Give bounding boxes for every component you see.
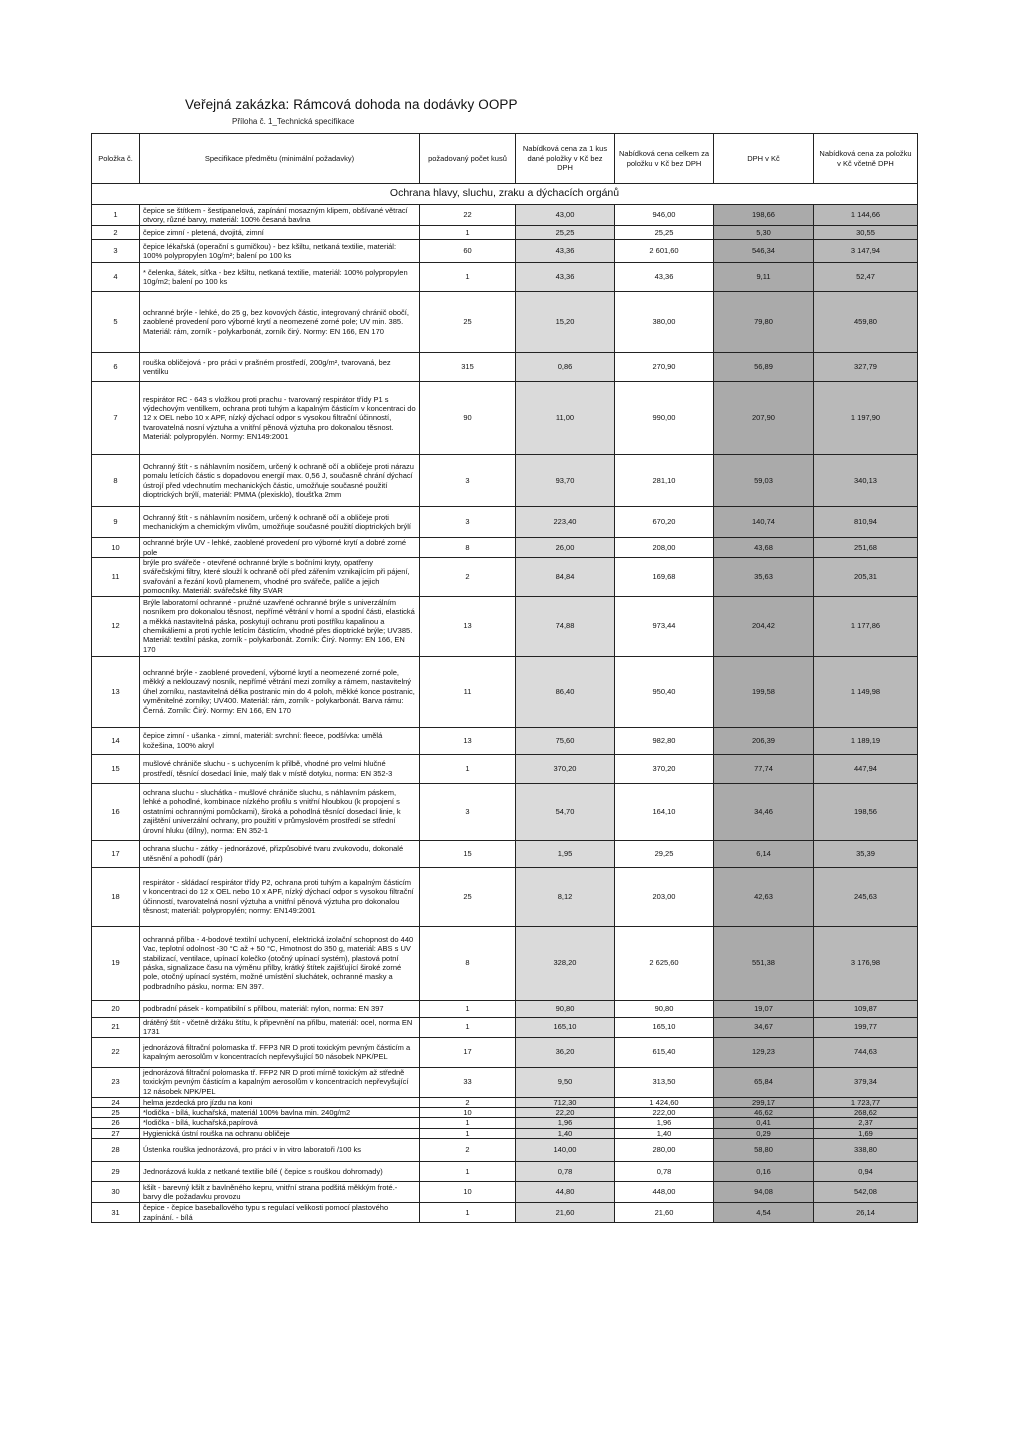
cell-description: ochranné brýle - lehké, do 25 g, bez kovových částic, integrovaný chránič obočí, zaoblené provedení poro výborné krytí a neomezené zorné pole; UV min. 385. Materiál: rám, zorník - polykarbonát, zorník čirý. Normy: EN 166, EN 170 [140,292,420,353]
cell-total-with-vat: 3 147,94 [814,240,918,263]
header-item-number: Položka č. [92,134,140,184]
cell-total-with-vat: 268,62 [814,1107,918,1117]
cell-item-number: 1 [92,205,140,226]
cell-total-with-vat: 2,37 [814,1118,918,1128]
cell-total-price: 43,36 [615,263,714,292]
cell-description: Hygienická ústní rouška na ochranu obličeje [140,1128,420,1138]
table-header-row [92,134,918,184]
table-row [92,754,918,783]
specification-table [91,133,918,1223]
cell-unit-price: 328,20 [516,926,615,1000]
page-title: Veřejná zakázka: Rámcová dohoda na dodávky OOPP [185,97,518,112]
cell-description: rouška obličejová - pro práci v prašném prostředí, 200g/m², tvarovaná, bez ventilku [140,353,420,382]
header-total-price: Nabídková cena celkem za položku v Kč bez DPH [615,134,714,184]
cell-quantity: 1 [420,1128,516,1138]
table-row [92,840,918,867]
cell-total-with-vat: 0,94 [814,1162,918,1182]
cell-total-with-vat: 205,31 [814,558,918,597]
cell-description: Brýle laboratorní ochranné - pružné uzavřené ochranné brýle s univerzálním nosníkem pro dokonalou těsnost, nepřímé větrání v horní a spodní části, elastická a měkká nastavitelná páska, poskytují ochranu proti postříku kapalinou a chemikáliemi a proti rychle letícím částicím, vhodné přes dioptrické brýle; UV385. Materiál: textilní páska, zorník - polykarbonát. Zorník: Čirý. Normy: EN 166, EN 170 [140,596,420,656]
table-row [92,205,918,226]
cell-unit-price: 712,30 [516,1097,615,1107]
table-row [92,656,918,727]
cell-unit-price: 43,00 [516,205,615,226]
table-row [92,558,918,597]
cell-unit-price: 9,50 [516,1067,615,1097]
cell-total-price: 950,40 [615,656,714,727]
cell-unit-price: 75,60 [516,727,615,754]
cell-quantity: 1 [420,1203,516,1223]
cell-item-number: 23 [92,1067,140,1097]
cell-item-number: 9 [92,507,140,538]
cell-description: čepice zimní - pletená, dvojitá, zimní [140,226,420,240]
specification-table-container [91,133,917,1223]
cell-quantity: 13 [420,727,516,754]
cell-unit-price: 1,95 [516,840,615,867]
table-row [92,1139,918,1162]
cell-unit-price: 74,88 [516,596,615,656]
cell-item-number: 8 [92,455,140,507]
cell-description: čepice - čepice baseballového typu s regulací velikosti pomocí plastového zapínání. - bílá [140,1203,420,1223]
cell-vat: 551,38 [714,926,814,1000]
cell-vat: 42,63 [714,867,814,926]
cell-quantity: 10 [420,1182,516,1203]
cell-total-with-vat: 30,55 [814,226,918,240]
table-row [92,1118,918,1128]
table-row [92,1097,918,1107]
cell-item-number: 2 [92,226,140,240]
cell-total-with-vat: 3 176,98 [814,926,918,1000]
cell-unit-price: 90,80 [516,1000,615,1017]
cell-unit-price: 0,78 [516,1162,615,1182]
cell-total-with-vat: 35,39 [814,840,918,867]
table-row [92,240,918,263]
cell-total-price: 270,90 [615,353,714,382]
cell-vat: 77,74 [714,754,814,783]
cell-description: Jednorázová kukla z netkané textilie bílé ( čepice s rouškou dohromady) [140,1162,420,1182]
page-subtitle: Příloha č. 1_Technická specifikace [232,117,355,126]
table-row [92,538,918,558]
cell-total-price: 208,00 [615,538,714,558]
cell-total-price: 280,00 [615,1139,714,1162]
cell-total-price: 990,00 [615,382,714,455]
cell-item-number: 14 [92,727,140,754]
cell-unit-price: 11,00 [516,382,615,455]
cell-total-with-vat: 459,80 [814,292,918,353]
section-title: Ochrana hlavy, sluchu, zraku a dýchacích orgánů [92,184,918,205]
cell-description: ochrana sluchu - sluchátka - mušlové chrániče sluchu, s náhlavním páskem, lehké a pohodlné, kombinace nízkého profilu s vnitřní hloubkou (k propojení s ostatními ochrannými pomůckami), široká a pohodlná těsnící dosedací linie, k zajištění univerzální ochrany, pro použití v průmyslovém prostředí se střední úrovní hluku (dílny), norma: EN 352-1 [140,783,420,840]
cell-item-number: 11 [92,558,140,597]
cell-vat: 43,68 [714,538,814,558]
cell-total-price: 982,80 [615,727,714,754]
cell-vat: 0,16 [714,1162,814,1182]
cell-quantity: 2 [420,1097,516,1107]
cell-quantity: 90 [420,382,516,455]
cell-vat: 546,34 [714,240,814,263]
cell-unit-price: 43,36 [516,263,615,292]
cell-total-price: 946,00 [615,205,714,226]
cell-total-with-vat: 1 149,98 [814,656,918,727]
cell-item-number: 20 [92,1000,140,1017]
cell-vat: 0,41 [714,1118,814,1128]
cell-unit-price: 165,10 [516,1017,615,1037]
cell-total-price: 448,00 [615,1182,714,1203]
cell-total-with-vat: 1 197,90 [814,382,918,455]
cell-unit-price: 140,00 [516,1139,615,1162]
cell-total-with-vat: 542,08 [814,1182,918,1203]
cell-unit-price: 84,84 [516,558,615,597]
cell-vat: 9,11 [714,263,814,292]
cell-description: respirátor RC - 643 s vložkou proti prachu - tvarovaný respirátor třídy P1 s výdechovým ventilkem, ochrana proti tuhým a kapalným částicím v koncentraci do 12 x OEL nebo 10 x APF, nízký dýchací odpor s vysokou filtrační účinností, tvarovatelná nosní výztuha a vnitřní pěnová výztuha pro dokonalou těsnost. Materiál: polypropylén. Normy: EN149:2001 [140,382,420,455]
cell-quantity: 10 [420,1107,516,1117]
table-row [92,226,918,240]
table-row [92,1162,918,1182]
cell-vat: 59,03 [714,455,814,507]
cell-quantity: 3 [420,455,516,507]
cell-description: ochrana sluchu - zátky - jednorázové, přizpůsobivé tvaru zvukovodu, dokonalé utěsnění a pohodlí (pár) [140,840,420,867]
table-row [92,1037,918,1067]
cell-total-price: 1,40 [615,1128,714,1138]
cell-description: *lodička - bílá, kuchařská,papírová [140,1118,420,1128]
cell-vat: 204,42 [714,596,814,656]
cell-unit-price: 370,20 [516,754,615,783]
cell-vat: 94,08 [714,1182,814,1203]
cell-description: * čelenka, šátek, síťka - bez kšiltu, netkaná textilie, materiál: 100% polypropylen 10g/m2; balení po 100 ks [140,263,420,292]
cell-quantity: 22 [420,205,516,226]
cell-vat: 46,62 [714,1107,814,1117]
table-row [92,507,918,538]
cell-description: respirátor - skládací respirátor třídy P2, ochrana proti tuhým a kapalným částicím v koncentraci do 12 x OEL nebo 10 x APF, nízký dýchací odpor s vysokou filtrační účinností, tvarovatelná nosní výztuha a vnitřní pěnová výztuha pro dokonalou těsnost; materiál: polypropylén; normy: EN149:2001 [140,867,420,926]
cell-description: brýle pro svářeče - otevřené ochranné brýle s bočními kryty, opatřeny svářečskými filtry, které slouží k ochraně očí před zářením vznikajícím při pájení, svařování a řezání kovů plamenem, vhodné pro svářeče, palíče a jejich pomocníky. Materiál: svářečské filty SVAR [140,558,420,597]
cell-vat: 34,67 [714,1017,814,1037]
cell-total-with-vat: 199,77 [814,1017,918,1037]
cell-total-price: 973,44 [615,596,714,656]
cell-quantity: 1 [420,1000,516,1017]
cell-description: jednorázová filtrační polomaska tř. FFP2 NR D proti mírně toxickým až středně toxickým pevným částicím a kapalným aerosolům v koncentracích nepřevyšující 12 násobek NPK/PEL [140,1067,420,1097]
cell-item-number: 10 [92,538,140,558]
cell-quantity: 2 [420,1139,516,1162]
cell-quantity: 8 [420,926,516,1000]
cell-total-price: 2 625,60 [615,926,714,1000]
cell-unit-price: 25,25 [516,226,615,240]
cell-quantity: 33 [420,1067,516,1097]
cell-total-price: 29,25 [615,840,714,867]
cell-total-price: 1 424,60 [615,1097,714,1107]
table-row [92,382,918,455]
cell-total-with-vat: 198,56 [814,783,918,840]
cell-total-price: 164,10 [615,783,714,840]
cell-unit-price: 36,20 [516,1037,615,1067]
cell-item-number: 13 [92,656,140,727]
cell-total-with-vat: 52,47 [814,263,918,292]
table-row [92,1000,918,1017]
section-row [92,184,918,205]
cell-description: Ochranný štít - s náhlavním nosičem, určený k ochraně očí a obličeje proti nárazu pomalu letících částic s dopadovou energií max. 0,56 J, současně chrání dýchací ústrojí před vdechnutím mechanických částic, umožňuje současné použití dioptrických brýlí, materiál: PMMA (plexisklo), tloušťka 2mm [140,455,420,507]
cell-item-number: 6 [92,353,140,382]
cell-total-price: 21,60 [615,1203,714,1223]
cell-item-number: 26 [92,1118,140,1128]
cell-total-with-vat: 251,68 [814,538,918,558]
cell-quantity: 13 [420,596,516,656]
header-unit-price: Nabídková cena za 1 kus dané položky v Kč bez DPH [516,134,615,184]
cell-quantity: 1 [420,754,516,783]
cell-unit-price: 8,12 [516,867,615,926]
cell-total-with-vat: 109,87 [814,1000,918,1017]
cell-description: podbradní pásek - kompatibilní s přilbou, materiál: nylon, norma: EN 397 [140,1000,420,1017]
cell-total-with-vat: 1,69 [814,1128,918,1138]
cell-vat: 56,89 [714,353,814,382]
cell-quantity: 3 [420,783,516,840]
cell-total-price: 615,40 [615,1037,714,1067]
cell-item-number: 21 [92,1017,140,1037]
cell-item-number: 31 [92,1203,140,1223]
cell-item-number: 16 [92,783,140,840]
cell-total-with-vat: 810,94 [814,507,918,538]
table-row [92,596,918,656]
table-row [92,1067,918,1097]
table-row [92,727,918,754]
cell-vat: 79,80 [714,292,814,353]
cell-unit-price: 43,36 [516,240,615,263]
cell-total-price: 169,68 [615,558,714,597]
cell-total-with-vat: 26,14 [814,1203,918,1223]
cell-quantity: 15 [420,840,516,867]
cell-quantity: 3 [420,507,516,538]
table-row [92,455,918,507]
cell-total-price: 380,00 [615,292,714,353]
table-row [92,1203,918,1223]
cell-description: Ochranný štít - s náhlavním nosičem, určený k ochraně očí a obličeje proti mechanickým a chemickým vlivům, umožňuje současné použití dioptrických brýlí [140,507,420,538]
table-row [92,783,918,840]
table-row [92,263,918,292]
cell-description: čepice se štítkem - šestipanelová, zapínání mosazným klipem, obšívané větrací otvory, různé barvy, materiál: 100% česaná bavlna [140,205,420,226]
cell-total-with-vat: 340,13 [814,455,918,507]
cell-quantity: 25 [420,292,516,353]
table-row [92,926,918,1000]
cell-description: ochranné brýle UV - lehké, zaoblené provedení pro výborné krytí a dobré zorné pole [140,538,420,558]
cell-item-number: 28 [92,1139,140,1162]
cell-total-price: 281,10 [615,455,714,507]
cell-item-number: 19 [92,926,140,1000]
cell-description: helma jezdecká pro jízdu na koni [140,1097,420,1107]
cell-vat: 207,90 [714,382,814,455]
cell-item-number: 27 [92,1128,140,1138]
cell-item-number: 29 [92,1162,140,1182]
cell-quantity: 1 [420,263,516,292]
table-row [92,1128,918,1138]
cell-total-with-vat: 338,80 [814,1139,918,1162]
header-total-with-vat: Nabídková cena za položku v Kč včetně DPH [814,134,918,184]
cell-unit-price: 1,96 [516,1118,615,1128]
cell-description: Ústenka rouška jednorázová, pro práci v in vitro laboratoři /100 ks [140,1139,420,1162]
cell-total-price: 90,80 [615,1000,714,1017]
cell-total-with-vat: 1 189,19 [814,727,918,754]
header-quantity: požadovaný počet kusů [420,134,516,184]
cell-quantity: 17 [420,1037,516,1067]
cell-quantity: 2 [420,558,516,597]
cell-total-price: 25,25 [615,226,714,240]
table-row [92,1017,918,1037]
cell-vat: 19,07 [714,1000,814,1017]
table-row [92,1107,918,1117]
cell-unit-price: 1,40 [516,1128,615,1138]
cell-description: čepice lékařská (operační s gumičkou) - bez kšiltu, netkaná textilie, materiál: 100% polypropylen 10g/m²; balení po 100 ks [140,240,420,263]
cell-item-number: 17 [92,840,140,867]
cell-description: mušlové chrániče sluchu - s uchycením k přilbě, vhodné pro velmi hlučné prostředí, těsnící dosedací linie, malý tlak v místě dotyku, norma: EN 352-3 [140,754,420,783]
cell-vat: 35,63 [714,558,814,597]
cell-total-price: 2 601,60 [615,240,714,263]
cell-unit-price: 54,70 [516,783,615,840]
cell-vat: 34,46 [714,783,814,840]
cell-unit-price: 15,20 [516,292,615,353]
cell-total-price: 1,96 [615,1118,714,1128]
cell-description: ochranná přilba - 4-bodové textilní uchycení, elektrická izolační schopnost do 440 Vac, teplotní odolnost -30 °C až + 50 °C, Hmotnost do 350 g, materiál: ABS s UV stabilizací, ventilace, upínací kolečko (otočný upínací systém), plastová potní páska, signalizace času na výměnu přilby, krátký štítek zajišťující široké zorné pole, otočný upínací systém, možné umístění sluchátek, ochranné masky a podbradního pásku, norma: EN 397. [140,926,420,1000]
cell-quantity: 1 [420,1017,516,1037]
cell-vat: 4,54 [714,1203,814,1223]
cell-description: ochranné brýle - zaoblené provedení, výborné krytí a neomezené zorné pole, měkký a neklouzavý nosník, nepřímé větrání mezi zorníky a rámem, nastavitelný úhel zorníku, nastavitelná délka postranic min do 4 poloh, měkké konce postranic, vyměnitelné zorníky; UV400. Materiál: rám, zorník - polykarbonát. Barva rámu: Černá. Zorník: Čirý. Normy: EN 166, EN 170 [140,656,420,727]
cell-total-price: 0,78 [615,1162,714,1182]
cell-description: *lodička - bílá, kuchařská, materiál 100% bavlna min. 240g/m2 [140,1107,420,1117]
cell-unit-price: 26,00 [516,538,615,558]
cell-quantity: 11 [420,656,516,727]
cell-item-number: 7 [92,382,140,455]
cell-item-number: 3 [92,240,140,263]
cell-total-price: 313,50 [615,1067,714,1097]
cell-description: jednorázová filtrační polomaska tř. FFP3 NR D proti toxickým pevným částicím a kapalným aerosolům v koncentracích nepřevyšující 50 násobek NPK/PEL [140,1037,420,1067]
cell-description: drátěný štít - včetně držáku štítu, k připevnění na přilbu, materiál: ocel, norma EN 1731 [140,1017,420,1037]
cell-total-price: 670,20 [615,507,714,538]
cell-vat: 58,80 [714,1139,814,1162]
cell-quantity: 60 [420,240,516,263]
cell-total-with-vat: 379,34 [814,1067,918,1097]
table-row [92,1182,918,1203]
table-row [92,867,918,926]
cell-quantity: 315 [420,353,516,382]
cell-total-price: 222,00 [615,1107,714,1117]
cell-total-with-vat: 1 144,66 [814,205,918,226]
cell-vat: 198,66 [714,205,814,226]
header-specification: Specifikace předmětu (minimální požadavky) [140,134,420,184]
cell-item-number: 24 [92,1097,140,1107]
cell-item-number: 5 [92,292,140,353]
cell-vat: 199,58 [714,656,814,727]
cell-total-with-vat: 1 723,77 [814,1097,918,1107]
cell-item-number: 18 [92,867,140,926]
cell-unit-price: 93,70 [516,455,615,507]
cell-quantity: 25 [420,867,516,926]
table-row [92,353,918,382]
cell-description: čepice zimní - ušanka - zimní, materiál: svrchní: fleece, podšívka: umělá kožešina, 100% akryl [140,727,420,754]
cell-unit-price: 21,60 [516,1203,615,1223]
cell-item-number: 12 [92,596,140,656]
header-vat: DPH v Kč [714,134,814,184]
cell-vat: 5,30 [714,226,814,240]
cell-quantity: 1 [420,1118,516,1128]
cell-vat: 206,39 [714,727,814,754]
cell-vat: 0,29 [714,1128,814,1138]
cell-quantity: 1 [420,226,516,240]
cell-unit-price: 0,86 [516,353,615,382]
cell-unit-price: 86,40 [516,656,615,727]
cell-total-price: 203,00 [615,867,714,926]
table-body [92,184,918,1223]
cell-quantity: 1 [420,1162,516,1182]
cell-total-with-vat: 447,94 [814,754,918,783]
cell-total-with-vat: 327,79 [814,353,918,382]
cell-item-number: 30 [92,1182,140,1203]
cell-vat: 129,23 [714,1037,814,1067]
cell-vat: 299,17 [714,1097,814,1107]
cell-unit-price: 22,20 [516,1107,615,1117]
cell-vat: 140,74 [714,507,814,538]
cell-total-price: 370,20 [615,754,714,783]
cell-unit-price: 223,40 [516,507,615,538]
cell-quantity: 8 [420,538,516,558]
cell-total-with-vat: 1 177,86 [814,596,918,656]
cell-total-price: 165,10 [615,1017,714,1037]
cell-item-number: 25 [92,1107,140,1117]
table-row [92,292,918,353]
cell-item-number: 22 [92,1037,140,1067]
cell-unit-price: 44,80 [516,1182,615,1203]
cell-vat: 6,14 [714,840,814,867]
cell-description: kšilt - barevný kšilt z bavlněného kepru, vnitřní strana podšitá měkkým froté.- barvy dle požadavku provozu [140,1182,420,1203]
cell-vat: 65,84 [714,1067,814,1097]
cell-total-with-vat: 245,63 [814,867,918,926]
cell-item-number: 4 [92,263,140,292]
cell-total-with-vat: 744,63 [814,1037,918,1067]
cell-item-number: 15 [92,754,140,783]
